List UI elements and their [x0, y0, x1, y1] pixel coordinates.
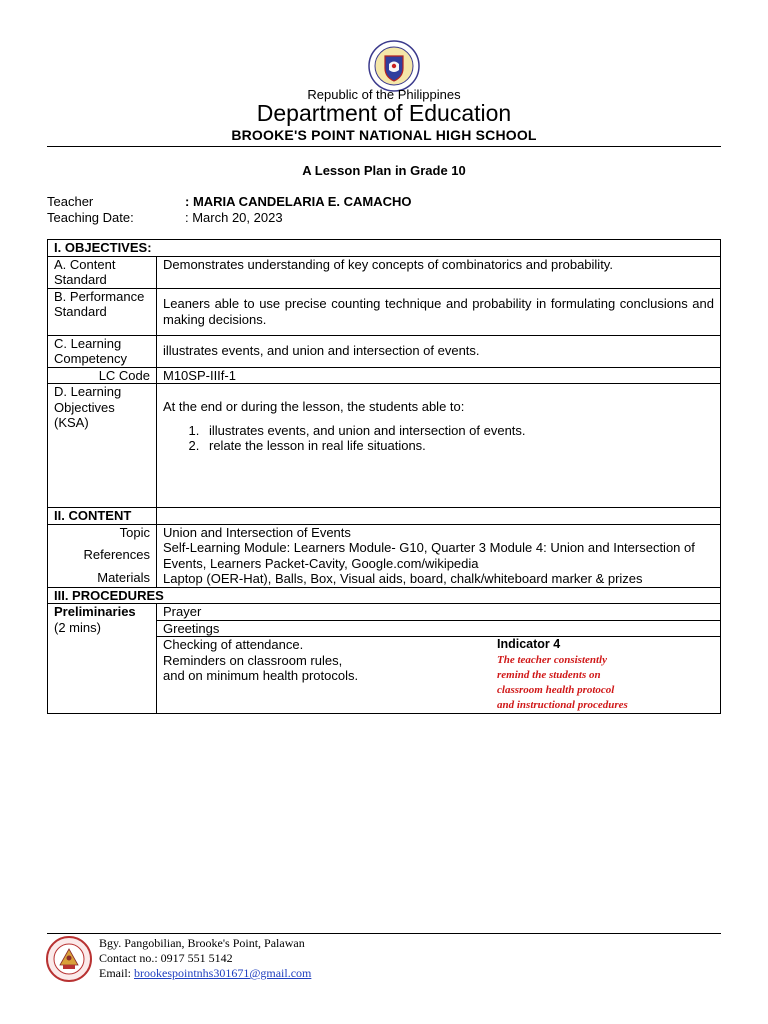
procedures-header: III. PROCEDURES: [48, 587, 721, 604]
lesson-plan-title: A Lesson Plan in Grade 10: [302, 163, 466, 178]
learning-competency-value: illustrates events, and union and intersection of events.: [157, 335, 721, 367]
list-item: 1. illustrates events, and union and intersection of events.: [203, 423, 714, 439]
footer-address: Bgy. Pangobilian, Brooke's Point, Palawan: [99, 936, 305, 950]
content-standard-value: Demonstrates understanding of key concepts of combinatorics and probability.: [157, 256, 721, 288]
lc-code-value: M10SP-IIIf-1: [157, 367, 721, 384]
learning-competency-label: C. Learning Competency: [48, 335, 157, 367]
prayer-row: [48, 604, 721, 621]
content-header: II. CONTENT: [48, 508, 157, 525]
indicator-line: classroom health protocol: [497, 683, 615, 696]
attendance-line: and on minimum health protocols.: [163, 668, 359, 683]
performance-standard-row: [48, 288, 721, 335]
references-value: Self-Learning Module: Learners Module- G10, Quarter 3 Module 4: Union and Intersection of Events, Learners Packet-Cavity, Google.com/wikipedia: [163, 540, 695, 571]
content-values-cell: [157, 524, 721, 587]
references-label: References: [83, 547, 150, 562]
school-logo: [46, 936, 92, 982]
lc-code-label: LC Code: [48, 367, 157, 384]
indicator-line: remind the students on: [497, 668, 601, 681]
preliminaries-time: (2 mins): [54, 619, 101, 635]
learning-objectives-label: D. Learning Objectives (KSA): [48, 384, 157, 508]
department-heading: Department of Education: [256, 100, 512, 126]
indicator-line: and instructional procedures: [497, 698, 628, 711]
footer-email-label: Email:: [99, 966, 131, 980]
preliminaries-label: Preliminaries: [54, 604, 136, 619]
attendance-notes: [163, 637, 497, 713]
materials-value: Laptop (OER-Hat), Balls, Box, Visual aids, board, chalk/whiteboard marker & prizes: [163, 571, 643, 586]
header-divider: [47, 146, 721, 147]
content-labels-cell: [48, 524, 157, 587]
deped-seal-logo: [368, 40, 420, 92]
learning-objectives-cell: [157, 384, 721, 508]
school-heading: BROOKE'S POINT NATIONAL HIGH SCHOOL: [231, 127, 537, 143]
teacher-value: : MARIA CANDELARIA E. CAMACHO: [185, 194, 412, 209]
republic-heading: Republic of the Philippines: [307, 87, 461, 102]
indicator-line: The teacher consistently: [497, 653, 607, 666]
learning-objectives-intro: At the end or during the lesson, the students able to:: [163, 399, 465, 414]
topic-label: Topic: [119, 524, 150, 540]
indicator-box: [497, 637, 714, 713]
objectives-header-row: [48, 240, 721, 257]
footer-email-link[interactable]: brookespointnhs301671@gmail.com: [134, 966, 312, 980]
greetings-cell: Greetings: [157, 620, 721, 637]
procedures-header-row: [48, 587, 721, 604]
attendance-cell: [157, 637, 721, 714]
teacher-label: Teacher: [47, 194, 94, 209]
content-header-empty-cell: [157, 508, 721, 525]
lc-code-row: [48, 367, 721, 384]
list-item: 2. relate the lesson in real life situations.: [203, 438, 714, 454]
materials-label: Materials: [97, 569, 150, 585]
content-standard-label: A. Content Standard: [48, 256, 157, 288]
content-details-row: [48, 524, 721, 587]
lesson-plan-table: [47, 239, 721, 714]
learning-objectives-row: [48, 384, 721, 508]
footer-divider: [47, 933, 721, 934]
content-header-row: [48, 508, 721, 525]
performance-standard-label: B. Performance Standard: [48, 288, 157, 335]
attendance-line: Reminders on classroom rules,: [163, 652, 343, 668]
learning-competency-row: [48, 335, 721, 367]
topic-value: Union and Intersection of Events: [163, 524, 351, 540]
learning-objectives-list: [163, 423, 714, 454]
indicator-title: Indicator 4: [497, 637, 561, 651]
content-standard-row: [48, 256, 721, 288]
prayer-cell: Prayer: [157, 604, 721, 621]
footer-email-line: [99, 966, 311, 980]
teaching-date-value: : March 20, 2023: [185, 210, 283, 225]
preliminaries-cell: [48, 604, 157, 714]
performance-standard-value: Leaners able to use precise counting technique and probability in formulating conclusions and making decisions.: [157, 288, 721, 335]
teaching-date-label: Teaching Date:: [47, 210, 134, 225]
attendance-line: Checking of attendance.: [163, 637, 304, 652]
objectives-header: I. OBJECTIVES:: [48, 240, 721, 257]
footer-contact: Contact no.: 0917 551 5142: [99, 951, 233, 965]
